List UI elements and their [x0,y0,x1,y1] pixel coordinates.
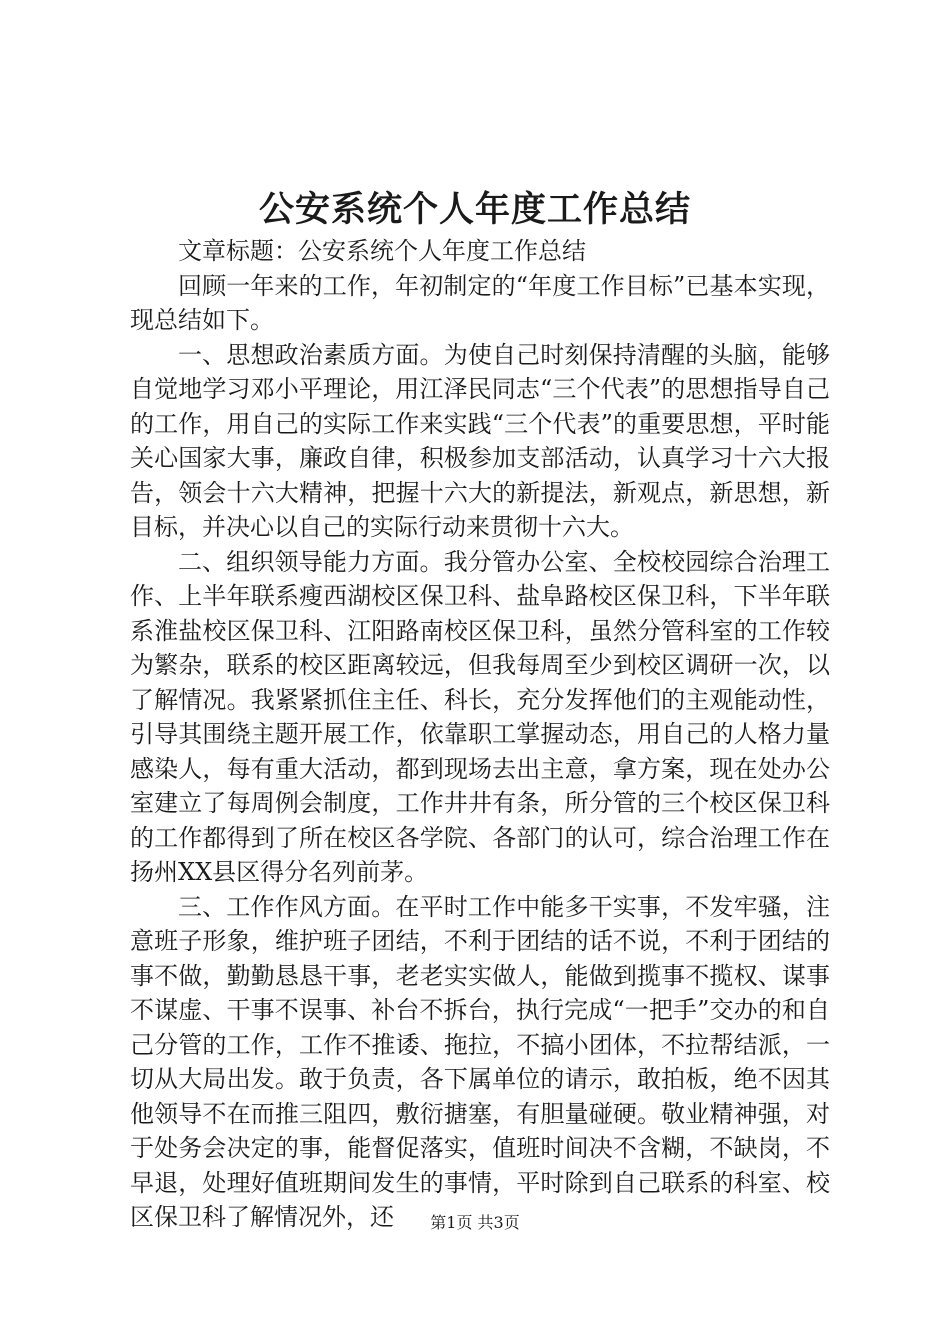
intro-paragraph: 回顾一年来的工作，年初制定的“年度工作目标”已基本实现，现总结如下。 [130,271,830,334]
article-title-line: 文章标题：公安系统个人年度工作总结 [178,237,586,265]
document-title: 公安系统个人年度工作总结 [258,189,691,230]
page-number-footer: 第1页 共3页 [430,1213,520,1232]
section-two-paragraph: 二、组织领导能力方面。我分管办公室、全校校园综合治理工作、上半年联系瘦西湖校区保卫科、盐阜路校区保卫科，下半年联系淮盐校区保卫科、江阳路南校区保卫科，虽然分管科室的工作较为繁杂，联系的校区距离较远，但我每周至少到校区调研一次，以了解情况。我紧紧抓住主任、科长，充分发挥他们的主观能动性，引导其围绕主题开展工作，依靠职工掌握动态，用自己的人格力量感染人，每有重大活动，都到现场去出主意，拿方案，现在处办公室建立了每周例会制度，工作井井有条，所分管的三个校区保卫科的工作都得到了所在校区各学院、各部门的认可，综合治理工作在扬州XX县区得分名列前茅。 [130,547,830,886]
section-one-paragraph: 一、思想政治素质方面。为使自己时刻保持清醒的头脑，能够自觉地学习邓小平理论，用江泽民同志“三个代表”的思想指导自己的工作，用自己的实际工作来实践“三个代表”的重要思想，平时能关心国家大事，廉政自律，积极参加支部活动，认真学习十六大报告，领会十六大精神，把握十六大的新提法，新观点，新思想，新目标，并决心以自己的实际行动来贯彻十六大。 [130,340,830,541]
section-three-paragraph: 三、工作作风方面。在平时工作中能多干实事，不发牢骚，注意班子形象，维护班子团结，不利于团结的话不说，不利于团结的事不做，勤勤恳恳干事，老老实实做人，能做到揽事不揽权、谋事不谋虚、干事不误事、补台不拆台，执行完成“一把手”交办的和自己分管的工作，工作不推诿、拖拉，不搞小团体，不拉帮结派，一切从大局出发。敢于负责，各下属单位的请示，敢拍板，绝不因其他领导不在而推三阻四，敷衍搪塞，有胆量碰硬。敬业精神强，对于处务会决定的事，能督促落实，值班时间决不含糊，不缺岗，不早退，处理好值班期间发生的事情，平时除到自己联系的科室、校区保卫科了解情况外，还 [130,892,830,1231]
document-body [130,234,830,1235]
